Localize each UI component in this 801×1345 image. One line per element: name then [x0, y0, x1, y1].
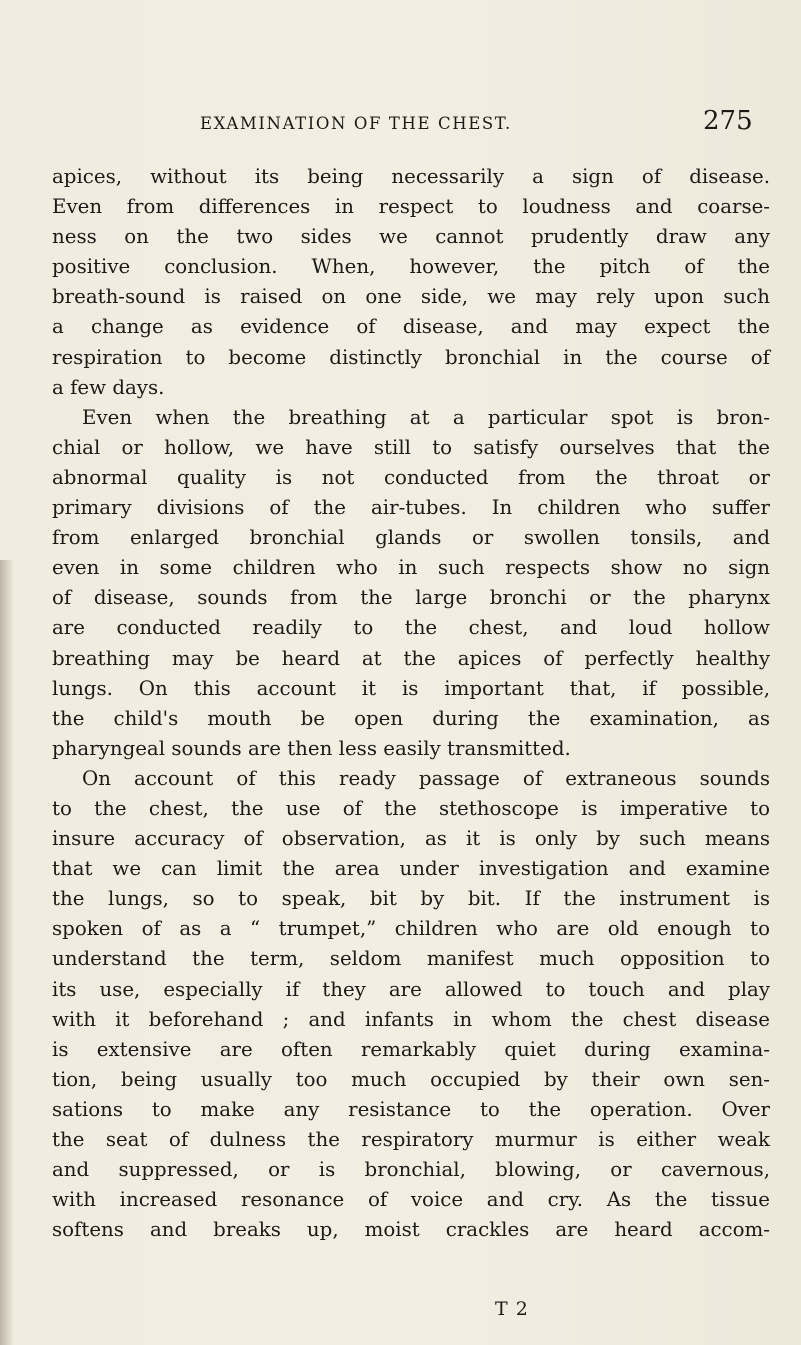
text-line: the lungs, so to speak, bit by bit. If the instrument is — [52, 887, 770, 911]
paragraph-start: Even when the breathing at a particular spot is bron- — [82, 405, 770, 429]
text-line: a few days. — [52, 375, 165, 399]
text-line: from enlarged bronchial glands or swollen tonsils, and — [52, 526, 770, 550]
text-line: the seat of dulness the respiratory murmur is either weak — [52, 1128, 770, 1151]
text-line: pharyngeal sounds are then less easily transmitted. — [52, 736, 571, 760]
text-line: lungs. On this account it is important that, if possible, — [52, 676, 770, 700]
text-line: is extensive are often remarkably quiet during examina- — [52, 1037, 770, 1061]
text-line: chial or hollow, we have still to satisfy ourselves that the — [52, 435, 770, 459]
page-number: 275 — [703, 106, 753, 136]
page-edge-shadow — [0, 560, 14, 1345]
text-line: primary divisions of the air-tubes. In children who suffer — [52, 496, 770, 520]
text-line: the child's mouth be open during the examination, as — [52, 706, 770, 730]
text-line: insure accuracy of observation, as it is only by such means — [52, 827, 770, 851]
text-line: and suppressed, or is bronchial, blowing, or cavernous, — [52, 1158, 770, 1182]
text-line: sations to make any resistance to the operation. Over — [52, 1097, 770, 1121]
text-line: that we can limit the area under investigation and examine — [52, 857, 770, 881]
signature-mark: T 2 — [495, 1298, 529, 1320]
text-line: breathing may be heard at the apices of perfectly healthy — [52, 646, 770, 670]
text-line: are conducted readily to the chest, and loud hollow — [52, 616, 770, 640]
text-line: softens and breaks up, moist crackles are heard accom- — [52, 1218, 770, 1242]
text-line: a change as evidence of disease, and may expect the — [52, 315, 770, 339]
text-line: ness on the two sides we cannot prudently draw any — [52, 225, 770, 249]
body-text — [52, 162, 770, 1245]
text-line: with it beforehand ; and infants in whom the chest disease — [52, 1007, 770, 1031]
text-line: of disease, sounds from the large bronchi or the pharynx — [52, 586, 770, 610]
text-line: apices, without its being necessarily a sign of disease. — [52, 165, 770, 188]
text-line: its use, especially if they are allowed to touch and play — [52, 977, 770, 1001]
text-line: spoken of as a “ trumpet,” children who are old enough to — [52, 917, 770, 941]
paragraph-start: On account of this ready passage of extraneous sounds — [82, 766, 770, 790]
text-line: tion, being usually too much occupied by their own sen- — [52, 1067, 770, 1091]
text-line: to the chest, the use of the stethoscope is imperative to — [52, 796, 770, 820]
text-line: Even from differences in respect to loudness and coarse- — [52, 195, 770, 219]
text-line: even in some children who in such respects show no sign — [52, 556, 770, 580]
running-header — [0, 106, 801, 142]
text-line: with increased resonance of voice and cry. As the tissue — [52, 1188, 770, 1212]
text-line: abnormal quality is not conducted from the throat or — [52, 465, 770, 489]
text-line: breath-sound is raised on one side, we may rely upon such — [52, 285, 770, 309]
text-line: respiration to become distinctly bronchial in the course of — [52, 345, 770, 369]
text-line: understand the term, seldom manifest much opposition to — [52, 947, 770, 971]
text-line: positive conclusion. When, however, the pitch of the — [52, 255, 770, 279]
running-title: EXAMINATION OF THE CHEST. — [200, 114, 512, 133]
